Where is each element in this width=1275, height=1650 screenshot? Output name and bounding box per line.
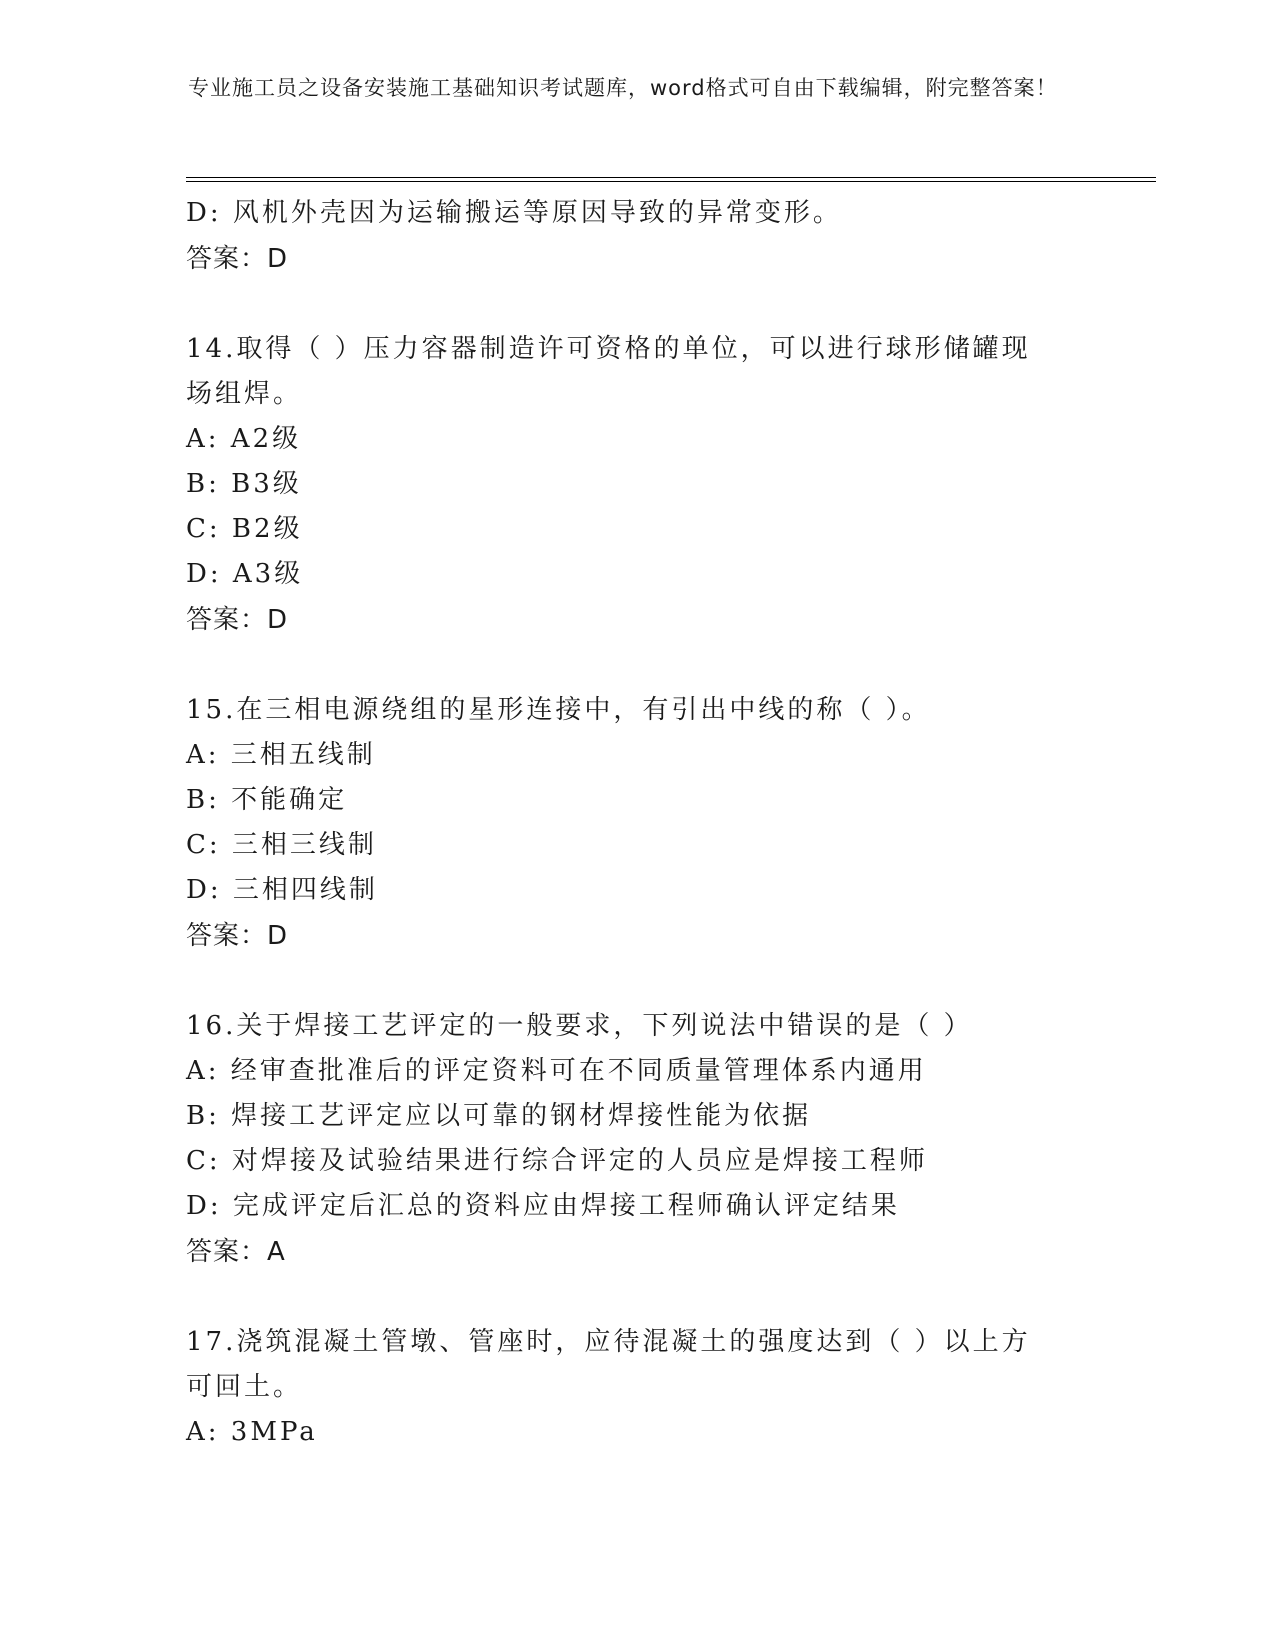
question-list xyxy=(186,191,1086,1455)
answer: 答案：D xyxy=(186,605,289,635)
option-d: D: 三相四线制 xyxy=(186,875,378,905)
option-a: A: 三相五线制 xyxy=(186,740,376,770)
option-d: D: A3级 xyxy=(186,559,304,589)
option-a: A: A2级 xyxy=(186,424,302,454)
question-text: 16.关于焊接工艺评定的一般要求，下列说法中错误的是（ ） xyxy=(186,1011,973,1041)
answer: 答案：A xyxy=(186,1237,286,1267)
option-c: C: 三相三线制 xyxy=(186,830,377,860)
option-d: D: 完成评定后汇总的资料应由焊接工程师确认评定结果 xyxy=(186,1191,900,1221)
option-b: B: 不能确定 xyxy=(186,785,348,815)
header-rule-double xyxy=(186,181,1156,182)
option-c: C: B2级 xyxy=(186,514,303,544)
question-16 xyxy=(186,1004,1086,1275)
question-text: 15.在三相电源绕组的星形连接中，有引出中线的称（ ）。 xyxy=(186,695,931,725)
document-header: 专业施工员之设备安装施工基础知识考试题库，word格式可自由下载编辑，附完整答案！ xyxy=(188,76,1058,100)
prev-option-d: D: 风机外壳因为运输搬运等原因导致的异常变形。 xyxy=(186,198,842,228)
question-14 xyxy=(186,327,1086,643)
option-a: A: 经审查批准后的评定资料可在不同质量管理体系内通用 xyxy=(186,1056,927,1086)
question-text: 17.浇筑混凝土管墩、管座时，应待混凝土的强度达到（ ）以上方可回土。 xyxy=(186,1327,1031,1402)
option-b: B: 焊接工艺评定应以可靠的钢材焊接性能为依据 xyxy=(186,1101,812,1131)
option-b: B: B3级 xyxy=(186,469,302,499)
option-a: A: 3MPa xyxy=(186,1417,318,1447)
question-text: 14.取得（ ）压力容器制造许可资格的单位，可以进行球形储罐现场组焊。 xyxy=(186,334,1031,409)
header-rule xyxy=(186,177,1156,178)
question-17 xyxy=(186,1320,1086,1455)
question-15 xyxy=(186,688,1086,959)
option-c: C: 对焊接及试验结果进行综合评定的人员应是焊接工程师 xyxy=(186,1146,928,1176)
answer: 答案：D xyxy=(186,921,289,951)
prev-answer: 答案：D xyxy=(186,244,289,274)
